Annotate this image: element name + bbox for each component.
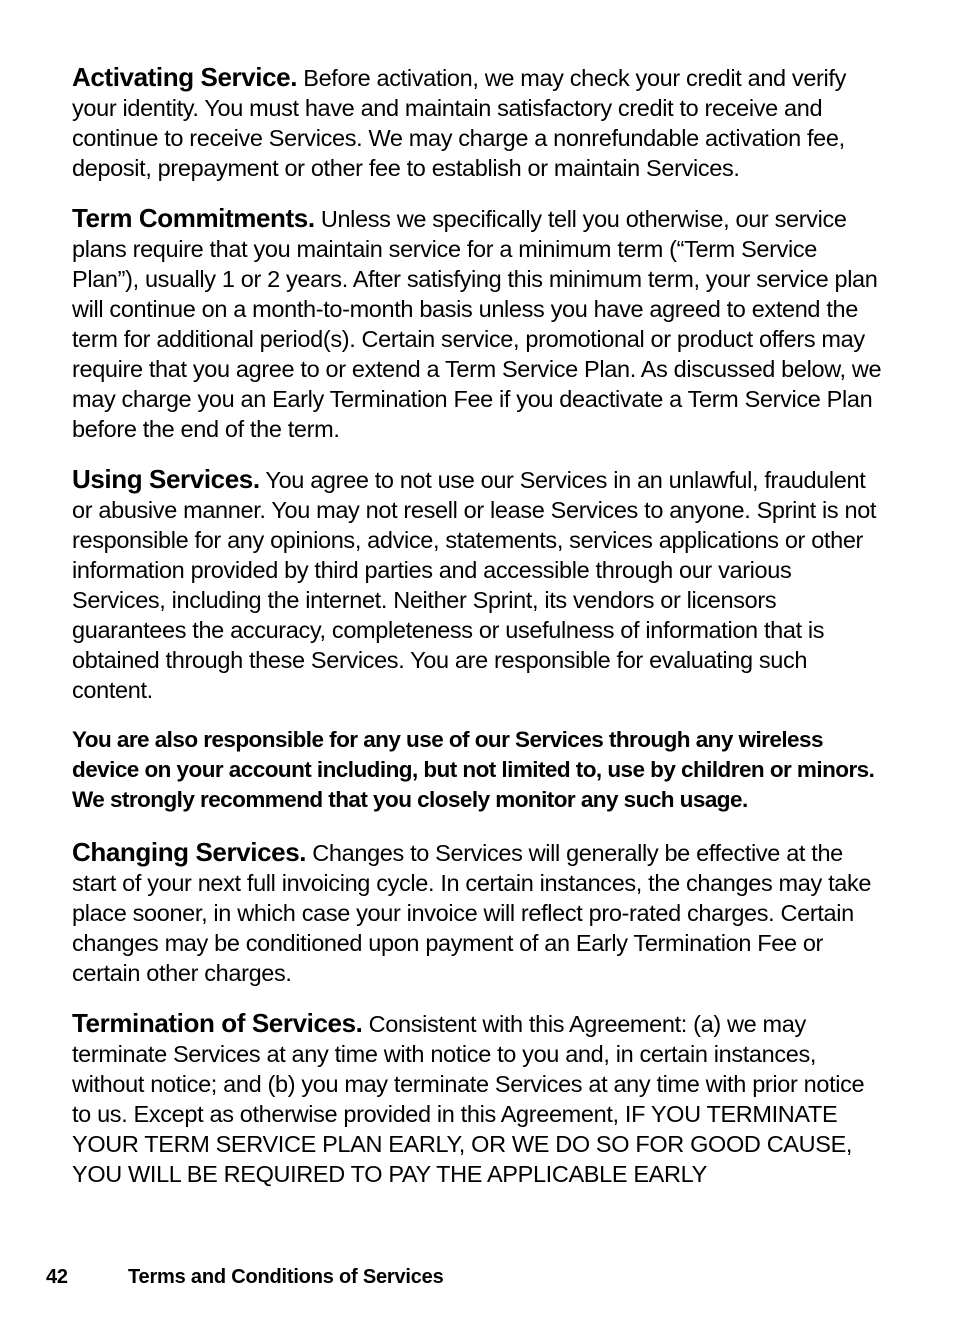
section-using-services [72, 464, 887, 705]
section-text: Unless we specifically tell you otherwise, our service plans require that you maintain service for a minimum term (“Term Service Plan”), usually 1 or 2 years. After satisfying this minimum term, your service plan will continue on a month-to-month basis unless you have agreed to extend the term for additional period(s). Certain service, promotional or product offers may require that you agree to or extend a Term Service Plan. As discussed below, we may charge you an Early Termination Fee if you deactivate a Term Service Plan before the end of the term. [72, 206, 882, 442]
responsibility-notice: You are also responsible for any use of our Services through any wireless device on your account including, but not limited to, use by children or minors. We strongly recommend that you closely monitor any such usage. [72, 727, 875, 812]
section-heading: Termination of Services. [72, 1008, 363, 1038]
section-term-commitments [72, 203, 887, 444]
page-footer [46, 1266, 444, 1289]
page-number: 42 [46, 1266, 68, 1288]
section-changing-services [72, 837, 887, 988]
section-heading: Changing Services. [72, 837, 307, 867]
section-text: Before activation, we may check your credit and verify your identity. You must have and maintain satisfactory credit to receive and continue to receive Services. We may charge a nonrefundable activation fee, deposit, prepayment or other fee to establish or maintain Services. [72, 65, 846, 181]
section-text: You agree to not use our Services in an unlawful, fraudulent or abusive manner. You may not resell or lease Services to anyone. Sprint is not responsible for any opinions, advice, statements, services applications or other information provided by third parties and accessible through our various Services, including the internet. Neither Sprint, its vendors or licensors guarantees the accuracy, completeness or usefulness of information that is obtained through these Services. You are responsible for evaluating such content. [72, 467, 877, 703]
section-activating-service [72, 62, 887, 183]
document-body [72, 62, 887, 1209]
section-heading: Term Commitments. [72, 203, 315, 233]
section-heading: Activating Service. [72, 62, 298, 92]
section-text: Consistent with this Agreement: (a) we may terminate Services at any time with notice to you and, in certain instances, without notice; and (b) you may terminate Services at any time with prior notice to us. Except as otherwise provided in this Agreement, IF YOU TERMINATE YOUR TERM SERVICE PLAN EARLY, OR WE DO SO FOR GOOD CAUSE, YOU WILL BE REQUIRED TO PAY THE APPLICABLE EARLY [72, 1011, 865, 1187]
section-termination-of-services [72, 1008, 887, 1189]
section-heading: Using Services. [72, 464, 260, 494]
section-text: Changes to Services will generally be effective at the start of your next full invoicing cycle. In certain instances, the changes may take place sooner, in which case your invoice will reflect pro-rated charges. Certain changes may be conditioned upon payment of an Early Termination Fee or certain other charges. [72, 840, 872, 986]
footer-title: Terms and Conditions of Services [128, 1266, 444, 1288]
